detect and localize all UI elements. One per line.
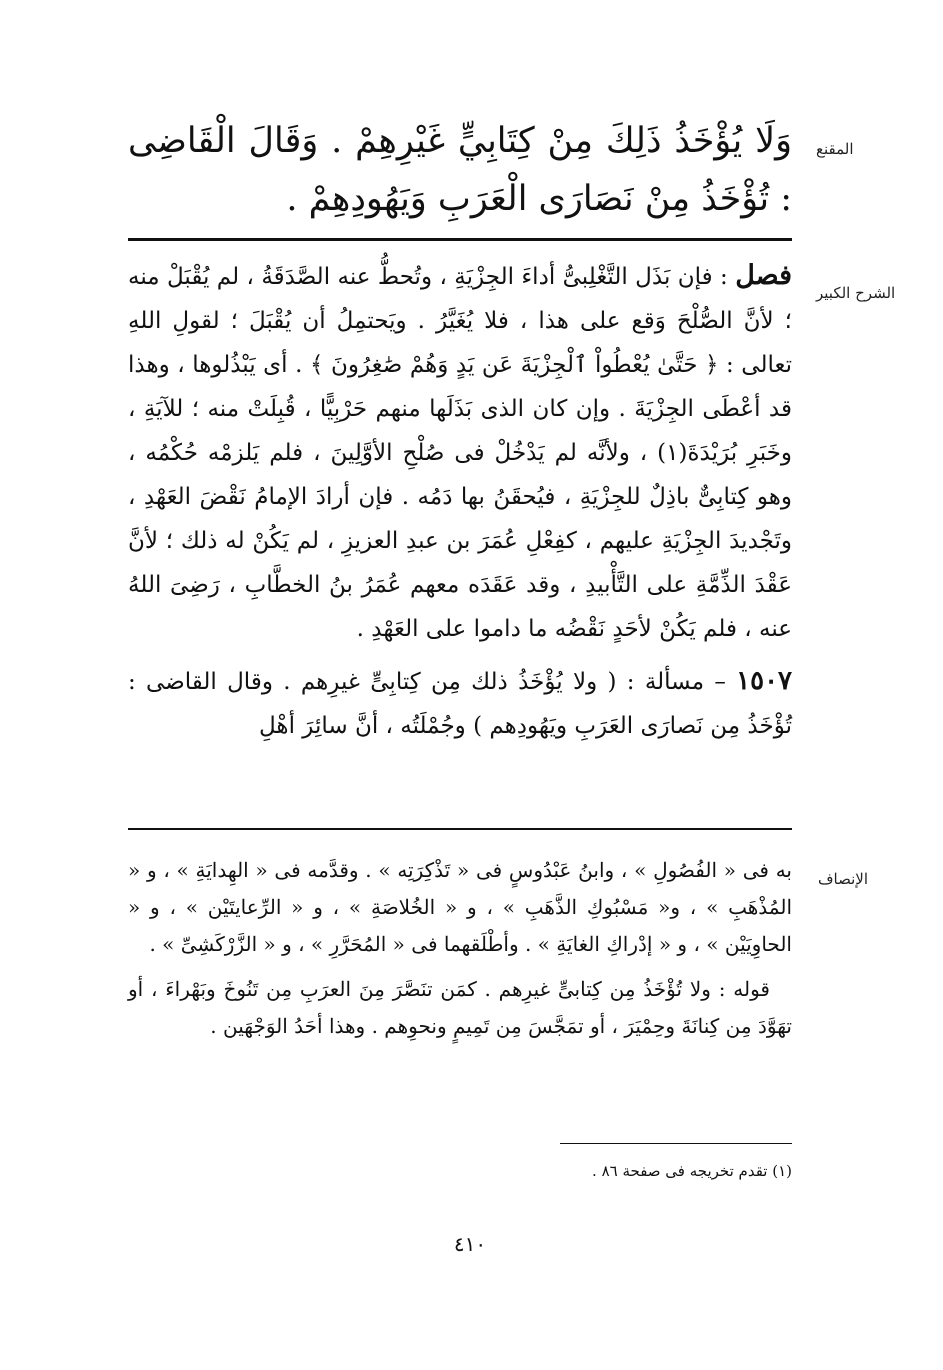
- muqni-text-block: [128, 112, 792, 228]
- fasl-heading: فصل: [735, 260, 792, 291]
- muqni-label: المقنع: [816, 140, 854, 158]
- sharh-paragraph-masala: [128, 659, 792, 748]
- sharh-text-block: [128, 254, 792, 748]
- sharh-label: الشرح الكبير: [816, 284, 896, 302]
- insaf-paragraph-1: به فى « الفُصُولِ » ، وابنُ عَبْدُوسٍ فى « تَذْكِرَتِه » . وقدَّمه فى « الهِدايَةِ » ، و « المُذْهَبِ » ، و« مَسْبُوكِ الذَّهَبِ » ، و « الخُلاصَةِ » ، و « الرِّعايتَيْن » ، و « الحاوِيَيْن » ، و « إدْراكِ الغايَةِ » . وأطْلَقهما فى « المُحَرَّرِ » ، و « الزَّرْكَشِىِّ » .: [128, 858, 792, 956]
- muqni-paragraph: وَلَا يُؤْخَذُ ذَلِكَ مِنْ كِتَابِيٍّ غَيْرِهِمْ . وَقَالَ الْقَاضِى : تُؤْخَذُ مِنْ نَصَارَى الْعَرَبِ وَيَهُودِهِمْ .: [128, 121, 792, 219]
- insaf-label: الإنصاف: [818, 870, 869, 888]
- sharh-divider: [128, 828, 792, 830]
- muqni-divider: [128, 238, 792, 241]
- masala-body: – مسألة : ( ولا يُؤْخَذُ ذلك مِن كِتابِىٍّ غيرِهم . وقال القاضى : تُؤْخَذُ مِن نَصارَى العَرَبِ ويَهُودِهم ) وجُمْلَتُه ، أنَّ سائِرَ أهْلِ: [128, 669, 792, 739]
- sharh-paragraph-fasl: [128, 254, 792, 651]
- fasl-body: : فإن بَذَل التَّغْلِبىُّ أداءَ الجِزْيَةِ ، وتُحطُّ عنه الصَّدَقَةُ ، لم يُقْبَلْ منه ؛ لأنَّ الصُّلْحَ وَقع على هذا ، فلا يُغَيَّرُ . ويَحتمِلُ أن يُقْبَلَ ؛ لقولِ اللهِ تعالى : ﴿ حَتَّىٰ يُعْطُواْ ٱلْجِزْيَةَ عَن يَدٍ وَهُمْ صَٰغِرُونَ ﴾ . أى يَبْذُلوها ، وهذا قد أعْطَى الجِزْيَةَ . وإن كان الذى بَذَلَها منهم حَرْبِيًّا ، قُبِلَتْ منه ؛ للآيَةِ ، وخَبَرِ بُرَيْدَةَ(١) ، ولأنَّه لم يَدْخُلْ فى صُلْحِ الأوَّلِينَ ، فلم يَلزمْه حُكْمُه ، وهو كِتابِىٌّ باذِلٌ للجِزْيَةِ ، فيُحقَنُ بها دَمُه . فإن أرادَ الإمامُ نَقْضَ العَهْدِ ، وتَجْديدَ الجِزْيَةِ عليهم ، كفِعْلِ عُمَرَ بن عبدِ العزيزِ ، لم يَكُنْ له ذلك ؛ لأنَّ عَقْدَ الذِّمَّةِ على التَّأْبيدِ ، وقد عَقَدَه معهم عُمَرُ بنُ الخطَّابِ ، رَضِىَ اللهُ عنه ، فلم يَكُنْ لأحَدٍ نَقْضُه ما داموا على العَهْدِ .: [128, 264, 793, 642]
- footnote-divider: [560, 1143, 792, 1144]
- footnote: (١) تقدم تخريجه فى صفحة ٨٦ .: [592, 1162, 792, 1180]
- masala-number: ١٥٠٧: [736, 666, 792, 696]
- insaf-text-block: [128, 852, 792, 1045]
- insaf-paragraph-2: قوله : ولا تُؤْخَذُ مِن كِتابىٍّ غيرِهم . كمَن تنَصَّرَ مِنَ العرَبِ مِن تَنُوخَ وبَهْراءَ ، أو تهَوَّدَ مِن كِنانَةَ وحِمْيَرَ ، أو تمَجَّسَ مِن تَمِيمٍ ونحوِهم . وهذا أحَدُ الوَجْهَين .: [128, 977, 792, 1038]
- page-number: ٤١٠: [453, 1232, 487, 1256]
